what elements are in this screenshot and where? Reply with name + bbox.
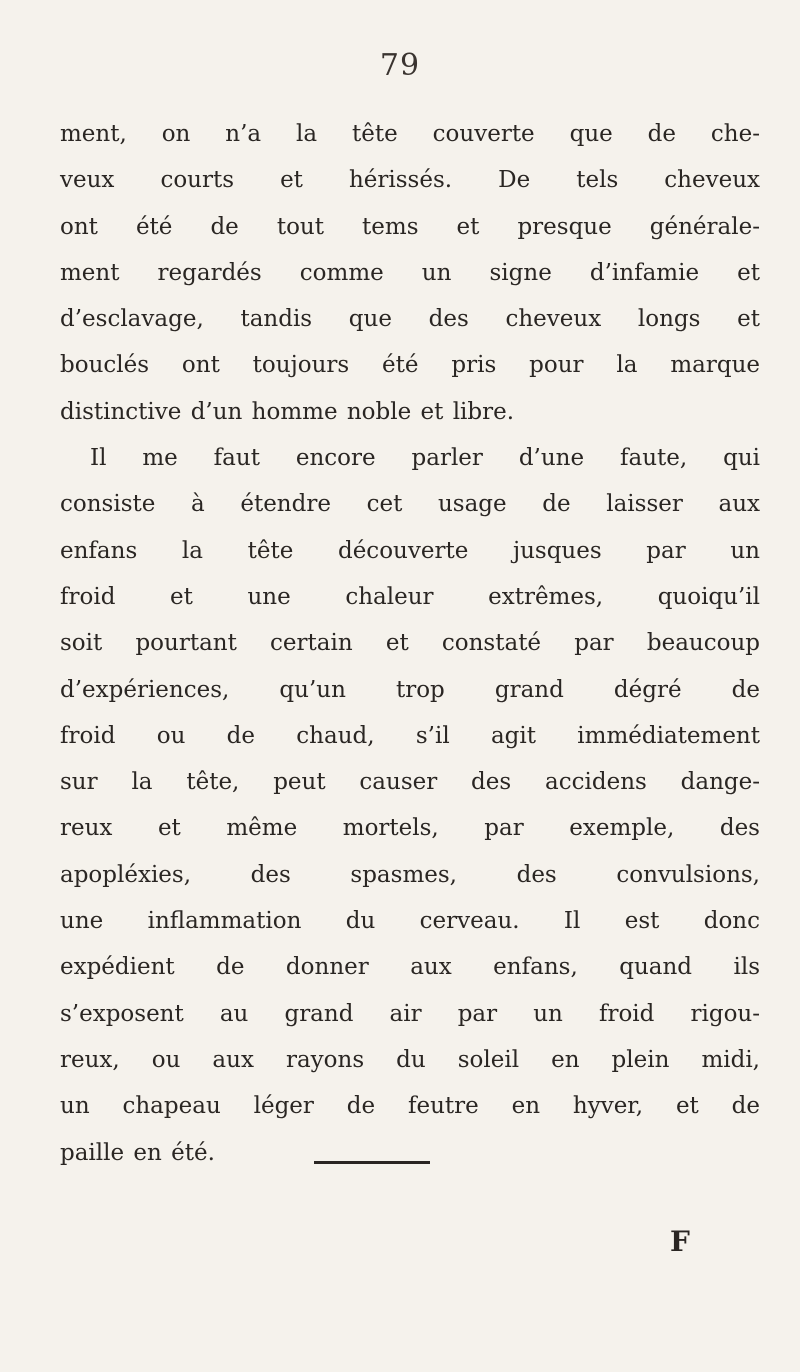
text-line: s’exposent au grand air par un froid rigou- [60,1000,760,1027]
text-line: ment regardés comme un signe d’infamie et [60,259,760,286]
text-line: veux courts et hérissés. De tels cheveux [60,167,760,194]
text-line: reux, ou aux rayons du soleil en plein midi, [60,1046,760,1073]
text-line: reux et même mortels, par exemple, des [60,815,760,842]
signature-mark: F [670,1225,690,1258]
text-line: froid ou de chaud, s’il agit immédiatement [60,722,760,749]
text-line: paille en été. [60,1139,215,1166]
text-line: Il me faut encore parler d’une faute, qui [90,445,760,472]
text-line: apopléxies, des spasmes, des convulsions, [60,861,760,888]
body-text [60,111,760,1176]
text-line: une inflammation du cerveau. Il est donc [60,908,760,935]
text-line: ment, on n’a la tête couverte que de che- [60,121,760,147]
text-line: froid et une chaleur extrêmes, quoiqu’il [60,583,760,610]
text-line: expédient de donner aux enfans, quand ils [60,954,760,981]
text-line: consiste à étendre cet usage de laisser aux [60,491,760,518]
text-line: bouclés ont toujours été pris pour la marque [60,352,760,379]
text-line: distinctive d’un homme noble et libre. [60,398,515,425]
text-line: d’expériences, qu’un trop grand dégré de [60,676,760,703]
page-number: 79 [379,48,421,83]
text-line: un chapeau léger de feutre en hyver, et de [60,1093,760,1120]
text-line: enfans la tête découverte jusques par un [60,537,760,564]
text-line: ont été de tout tems et presque générale- [60,213,760,240]
text-line: d’esclavage, tandis que des cheveux longs et [60,306,760,333]
text-line: sur la tête, peut causer des accidens dange- [60,769,760,796]
text-line: soit pourtant certain et constaté par beaucoup [60,630,760,657]
section-divider [314,1161,430,1164]
